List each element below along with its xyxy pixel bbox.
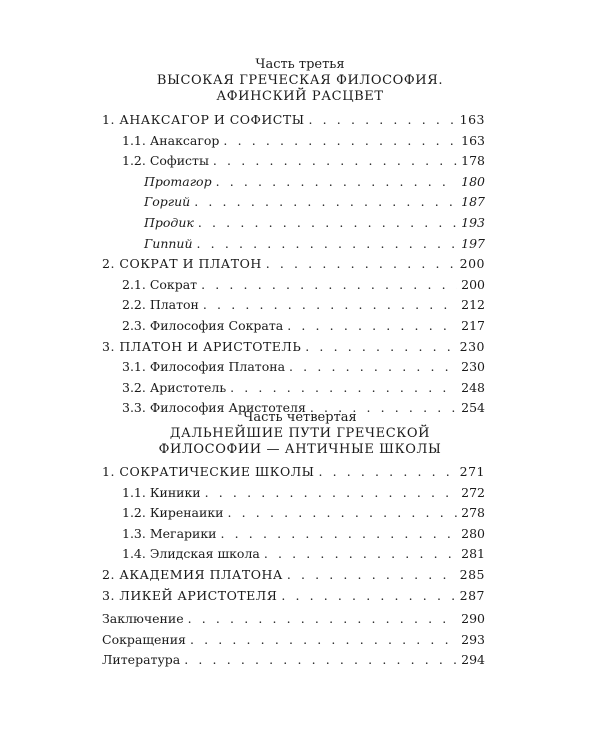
toc-page-number: 285 (459, 566, 485, 582)
dot-leader (223, 131, 457, 152)
toc-page-number: 278 (461, 505, 485, 521)
toc-page-number: 178 (461, 153, 485, 169)
toc-entry-title: Заключение (102, 611, 184, 626)
toc-page-number: 230 (459, 338, 485, 354)
toc-back-matter[interactable] (102, 630, 485, 651)
toc-entry-title: 2. АКАДЕМИЯ ПЛАТОНА (102, 566, 283, 582)
toc-entry-title: Гиппий (144, 235, 193, 251)
toc-chapter[interactable] (102, 586, 485, 607)
toc-subsection[interactable] (102, 234, 485, 255)
toc-entry-title: 1.1. Анаксагор (122, 132, 220, 148)
dot-leader (228, 503, 458, 524)
dot-leader (188, 609, 458, 630)
back-matter-toc (102, 609, 485, 671)
toc-entry-title: 3.2. Аристотель (122, 379, 227, 395)
toc-entry-title: Продик (144, 214, 194, 230)
toc-subsection[interactable] (102, 192, 485, 213)
dot-leader (221, 524, 458, 545)
toc-section[interactable] (102, 503, 485, 524)
part4-title-line1: ДАЛЬНЕЙШИЕ ПУТИ ГРЕЧЕСКОЙ (169, 426, 431, 441)
dot-leader (213, 151, 457, 172)
part3-label: Часть третья (255, 57, 345, 72)
toc-section[interactable] (102, 131, 485, 152)
toc-section[interactable] (102, 378, 485, 399)
dot-leader (216, 172, 458, 193)
dot-leader (266, 254, 456, 275)
toc-page-number: 294 (461, 652, 485, 668)
dot-leader (305, 337, 455, 358)
toc-page-number: 180 (461, 173, 485, 189)
dot-leader (194, 192, 457, 213)
toc-chapter[interactable] (102, 337, 485, 358)
toc-back-matter[interactable] (102, 609, 485, 630)
toc-entry-title: 1.2. Киренаики (122, 505, 224, 521)
dot-leader (289, 357, 457, 378)
toc-entry-title: Литература (102, 652, 181, 668)
toc-entry-title: Горгий (144, 194, 191, 210)
part4-toc (102, 462, 485, 606)
toc-section[interactable] (102, 483, 485, 504)
toc-page-number: 200 (459, 256, 485, 272)
toc-section[interactable] (102, 544, 485, 565)
dot-leader (184, 650, 457, 671)
dot-leader (190, 630, 457, 651)
toc-chapter[interactable] (102, 254, 485, 275)
part4-heading (0, 410, 600, 458)
toc-entry-title: 2. СОКРАТ И ПЛАТОН (102, 256, 262, 272)
toc-section[interactable] (102, 357, 485, 378)
toc-entry-title: 2.2. Платон (122, 297, 199, 313)
toc-entry-title: Протагор (144, 173, 212, 189)
toc-entry-title: 1.4. Элидская школа (122, 546, 260, 562)
toc-chapter[interactable] (102, 462, 485, 483)
part3-title-line1: ВЫСОКАЯ ГРЕЧЕСКАЯ ФИЛОСОФИЯ. (156, 73, 444, 88)
toc-page-number: 212 (461, 297, 485, 313)
dot-leader (203, 295, 457, 316)
toc-entry-title: 3. ЛИКЕЙ АРИСТОТЕЛЯ (102, 587, 278, 603)
toc-chapter[interactable] (102, 565, 485, 586)
dot-leader (201, 275, 457, 296)
toc-page-number: 271 (459, 464, 485, 479)
toc-entry-title: 1.2. Софисты (122, 153, 209, 169)
dot-leader (318, 462, 455, 483)
toc-page-number: 163 (461, 132, 485, 148)
toc-section[interactable] (102, 295, 485, 316)
toc-entry-title: 3.3. Философия Аристотеля (122, 400, 306, 416)
toc-section[interactable] (102, 316, 485, 337)
part3-heading (0, 57, 600, 105)
toc-page-number: 187 (461, 194, 485, 210)
toc-section[interactable] (102, 524, 485, 545)
toc-back-matter[interactable] (102, 650, 485, 671)
toc-page-number: 193 (461, 214, 485, 230)
toc-entry-title: 2.1. Сократ (122, 276, 198, 292)
part4-label: Часть четвертая (243, 410, 357, 425)
part3-title-line2: АФИНСКИЙ РАСЦВЕТ (216, 89, 384, 104)
toc-page-number: 230 (461, 359, 485, 375)
toc-page-number: 293 (461, 631, 485, 647)
toc-subsection[interactable] (102, 213, 485, 234)
dot-leader (197, 234, 458, 255)
toc-page-number: 163 (459, 112, 485, 127)
toc-page-number: 290 (461, 611, 485, 626)
toc-chapter[interactable] (102, 110, 485, 131)
toc-page-number: 281 (461, 546, 485, 562)
toc-page-number: 248 (461, 379, 485, 395)
part4-title-line2: ФИЛОСОФИИ — АНТИЧНЫЕ ШКОЛЫ (158, 442, 442, 457)
toc-entry-title: 1. СОКРАТИЧЕСКИЕ ШКОЛЫ (102, 464, 315, 479)
toc-page-number: 197 (461, 235, 485, 251)
part3-toc (102, 110, 485, 419)
toc-page-number: 254 (461, 400, 485, 416)
toc-page-number: 200 (461, 276, 485, 292)
toc-section[interactable] (102, 151, 485, 172)
dot-leader (205, 483, 458, 504)
dot-leader (287, 316, 457, 337)
dot-leader (281, 586, 455, 607)
toc-entry-title: 3.1. Философия Платона (122, 359, 286, 375)
dot-leader (287, 565, 456, 586)
dot-leader (264, 544, 457, 565)
toc-entry-title: Сокращения (102, 631, 186, 647)
dot-leader (230, 378, 457, 399)
toc-entry-title: 1.1. Киники (122, 484, 201, 500)
toc-page-number: 280 (461, 525, 485, 541)
toc-page-number: 217 (461, 317, 485, 333)
toc-entry-title: 1. АНАКСАГОР И СОФИСТЫ (102, 112, 305, 127)
toc-entry-title: 1.3. Мегарики (122, 525, 217, 541)
dot-leader (198, 213, 457, 234)
toc-section[interactable] (102, 275, 485, 296)
toc-page-number: 272 (461, 484, 485, 500)
toc-page-number: 287 (459, 587, 485, 603)
dot-leader (309, 110, 456, 131)
toc-entry-title: 2.3. Философия Сократа (122, 317, 284, 333)
toc-subsection[interactable] (102, 172, 485, 193)
toc-entry-title: 3. ПЛАТОН И АРИСТОТЕЛЬ (102, 338, 302, 354)
